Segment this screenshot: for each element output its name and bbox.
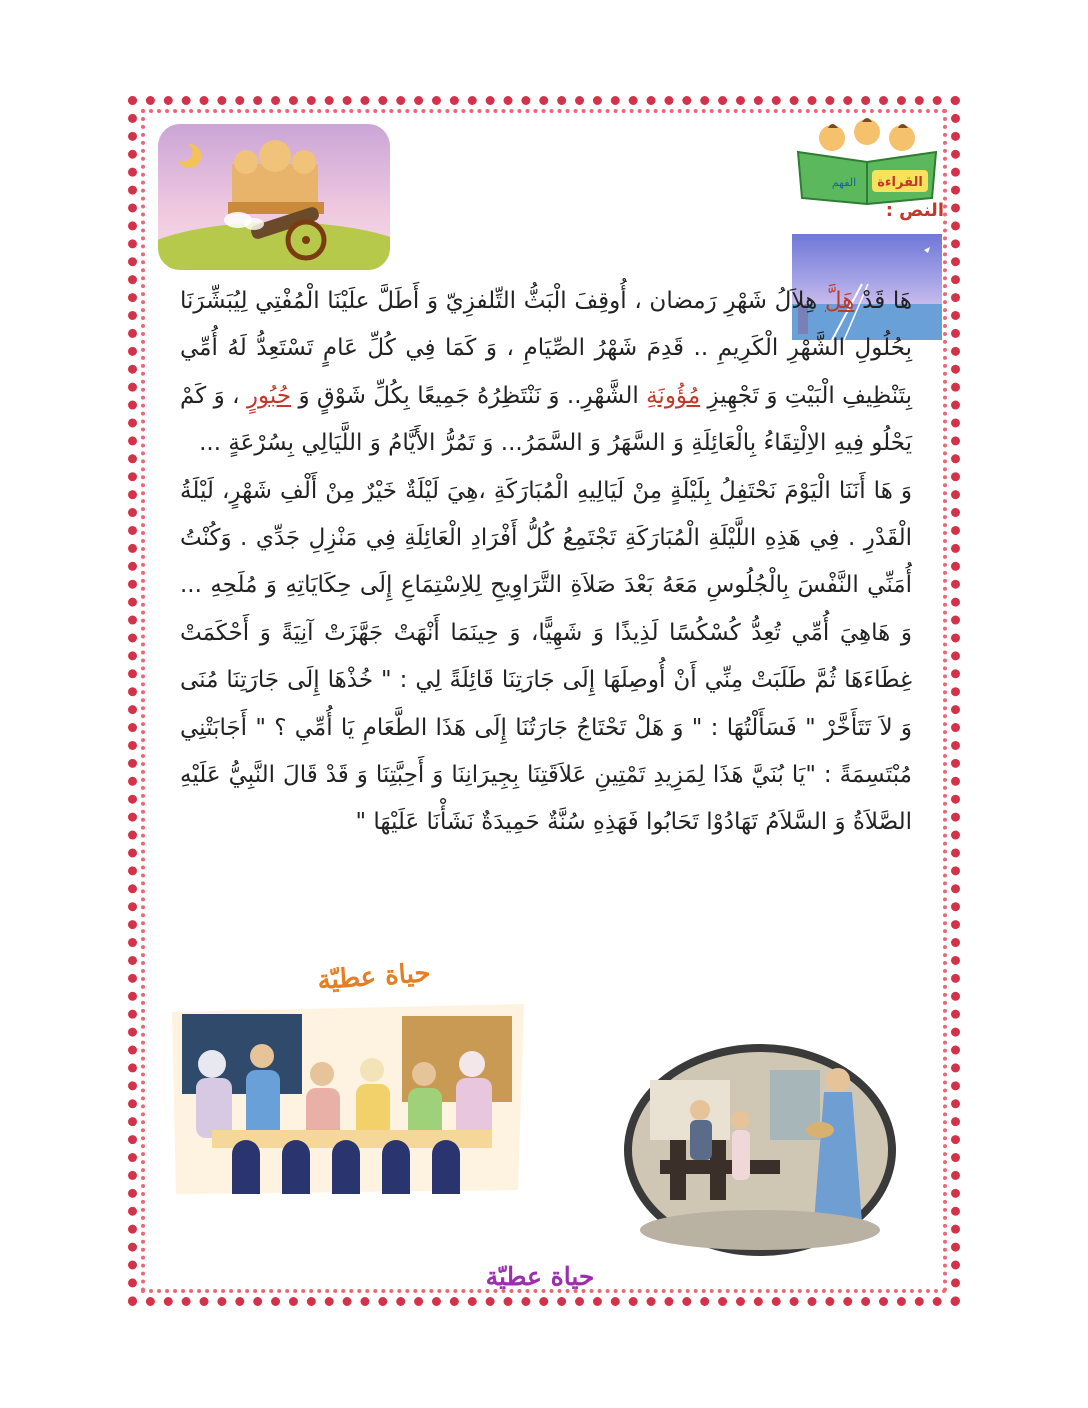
mother-children-picture xyxy=(620,1040,900,1260)
crescent-moon-icon xyxy=(178,144,201,168)
text-run: الشَّهْرِ.. وَ نَنْتَظِرُهُ جَمِيعًا بِكُلِّ شَوْقٍ وَ xyxy=(291,382,647,409)
section-label: النص : xyxy=(885,200,944,221)
reading-text xyxy=(180,278,912,847)
author-credit-bottom: حياة عطيّة xyxy=(485,1262,595,1291)
author-credit: حياة عطيّة xyxy=(316,958,432,996)
child-face-icon xyxy=(889,125,915,151)
text-run: هَا قَدْ xyxy=(854,288,913,314)
reading-logo xyxy=(792,116,942,206)
logo-title: القراءة xyxy=(877,175,923,190)
highlighted-word: هَلَّ xyxy=(824,288,855,314)
highlighted-word: حُبُورٍ xyxy=(246,382,292,409)
child-face-icon xyxy=(819,125,845,151)
paragraph-1 xyxy=(180,278,912,468)
family-dinner-picture xyxy=(172,1004,524,1194)
highlighted-word: مُؤُونَةِ xyxy=(646,382,701,409)
ramadan-cannon-picture xyxy=(158,124,390,270)
logo-subtitle: الفهم xyxy=(831,176,857,189)
paragraph-2: وَ هَا أَنَنَا الْيَوْمَ نَحْتَفِلُ بِلَيْلَةٍ مِنْ لَيَالِيهِ الْمُبَارَكَةِ ،هِيَ لَيْلَةٌ خَيْرٌ مِنْ أَلْفِ شَهْرٍ، لَيْلَةُ الْقَدْرِ . فِي هَذِهِ اللَّيْلَةِ الْمُبَارَكَةِ تَجْتَمِعُ كُلُّ أَفْرَادِ الْعَائِلَةِ فِي مَنْزِلِ جَدِّي . وَكُنْتُ أُمَنِّي النَّفْسَ بِالْجُلُوسِ مَعَهُ بَعْدَ صَلاَةِ التَّرَاوِيحِ لِلاِسْتِمَاعِ إِلَى حِكَايَاتِهِ وَ مُلَحِهِ ... وَ هَاهِيَ أُمِّي تُعِدُّ كُسْكُسًا لَذِيذًا وَ شَهِيًّا، وَ حِينَمَا أَنْهَتْ جَهَّزَتْ آنِيَةً وَ أَحْكَمَتْ غِطَاءَهَا ثُمَّ طَلَبَتْ مِنِّي أَنْ أُوصِلَهَا إِلَى جَارَتِنَا قَائِلَةً لِي : " خُذْهَا إِلَى جَارَتِنَا مُنَى وَ لاَ تَتَأَخَّرْ " فَسَأَلْتُهَا : " وَ هَلْ تَحْتَاجُ جَارَتُنَا إِلَى هَذَا الطَّعَامِ يَا أُمِّي ؟ " أَجَابَتْنِي مُبْتَسِمَةً : "يَا بُنَيَّ هَذَا لِمَزِيدِ تَمْتِينِ عَلاَقَتِنَا بِجِيرَانِنَا وَ أَحِبَّتِنَا وَ قَدْ قَالَ النَّبِيُّ عَلَيْهِ الصَّلاَةُ وَ السَّلاَمُ تَهَادُوْا تَحَابُوا فَهَذِهِ سُنَّةٌ حَمِيدَةٌ نَشَأْنَا عَلَيْهَا " xyxy=(180,477,912,836)
text-run: هِلاَلُ شَهْرِ رَمضان ، أُوقِفَ الْبَثُّ التِّلفزِيّ وَ أَطَلَّ علَيْنَا الْمُفْتِي لِيُبَشِّرَنَا بِحُلُولِ الشَّهْرِ الْكَرِيمِ .. قَدِمَ شَهْرُ الصِّيَامِ ، وَ كَمَا فِي كُلِّ عَامٍ تَسْتَعِدُّ لَهُ أُمِّي بِتَنْظِيفِ الْبَيْتِ وَ تَجْهِيزِ xyxy=(180,288,912,409)
child-face-icon xyxy=(854,119,880,145)
text-run: ، وَ كَمْ يَحْلُو فِيهِ الاِلْتِقَاءُ بِالْعَائِلَةِ وَ السَّهَرُ وَ السَّمَرُ... وَ تَمُرُّ الأَيَّامُ وَ اللَّيَالِي بِسُرْعَةٍ ... xyxy=(180,382,912,457)
